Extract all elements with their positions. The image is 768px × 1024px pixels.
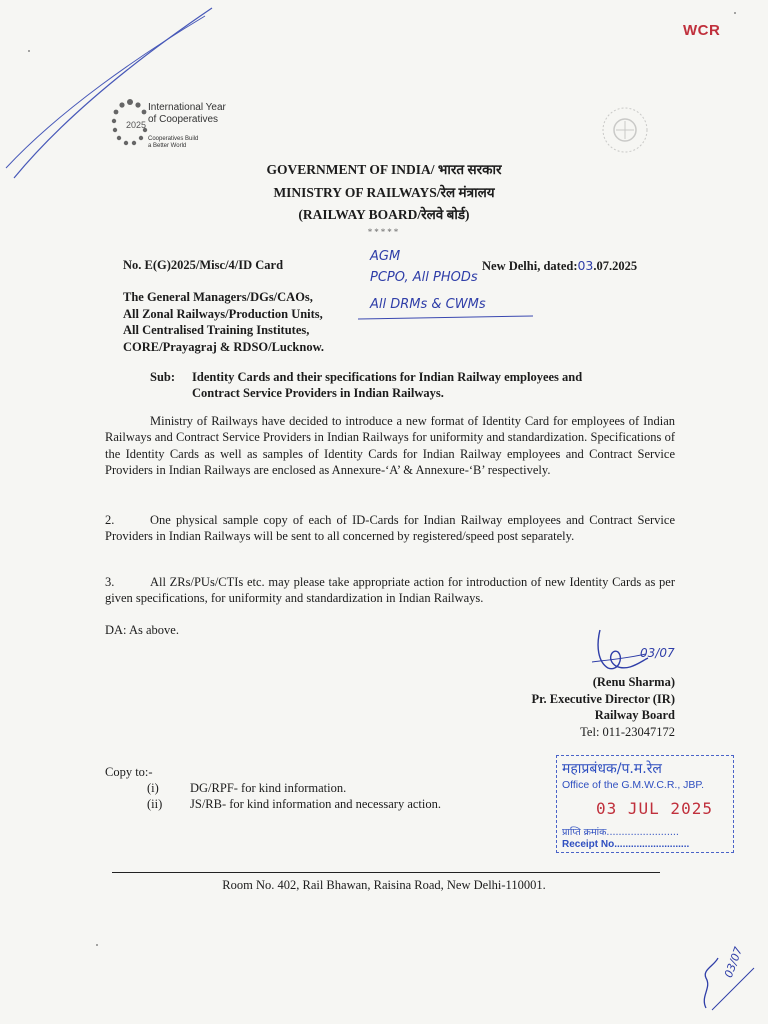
cooperatives-logo xyxy=(110,96,250,166)
copy-item-text: JS/RB- for kind information and necessary action. xyxy=(190,797,441,811)
addressee-line: All Centralised Training Institutes, xyxy=(123,323,310,337)
stamp-line1: महाप्रबंधक/प.म.रेल xyxy=(562,761,662,777)
handwritten-underline xyxy=(358,315,533,319)
corner-note: 03/07 xyxy=(722,945,746,980)
stamp-line4: Receipt No........................... xyxy=(562,839,690,850)
handwritten-line2: PCPO, All PHODs xyxy=(370,270,478,285)
logo-line2: of Cooperatives xyxy=(148,114,219,125)
paragraph-2-text: One physical sample copy of each of ID-Cards for Indian Railway employees and Contract Service Providers in Indian Railways will be sent to all concerned by registered/speed post separately. xyxy=(105,513,675,544)
stamp-line3: प्राप्ति क्रमांक........................ xyxy=(562,827,679,838)
copy-item-number: (ii) xyxy=(147,797,163,811)
copy-item-text: DG/RPF- for kind information. xyxy=(190,781,347,795)
paragraph-1-text: Ministry of Railways have decided to introduce a new format of Identity Card for employees of Indian Railways and Contract Service Providers in Indian Railways for uniformity and standardization. Specifications of the Identity Cards as well as samples of Identity Cards for Indian Railway employees and Contract Service Providers in Indian Railways are enclosed as Annexure-‘A’ & Annexure-‘B’ respectively. xyxy=(105,414,675,477)
paragraph-3-text: All ZRs/PUs/CTIs etc. may please take appropriate action for introduction of new Identity Cards as per given specifications, for uniformity and standardization in Indian Railways. xyxy=(105,575,675,606)
logo-tagline2: a Better World xyxy=(148,143,187,149)
copy-item-number: (i) xyxy=(147,781,159,795)
logo-tagline1: Cooperatives Build xyxy=(148,136,199,142)
addressee-line: The General Managers/DGs/CAOs, xyxy=(123,290,313,304)
wcr-mark: WCR xyxy=(683,22,721,39)
logo-year: 2025 xyxy=(126,120,147,130)
signature-date: 03/07 xyxy=(640,646,675,660)
copy-to-block xyxy=(105,764,441,812)
paragraph-3 xyxy=(105,574,675,607)
header-line3: (RAILWAY BOARD/रेलवे बोर्ड) xyxy=(298,207,470,222)
signatory-designation: Pr. Executive Director (IR) xyxy=(531,691,675,706)
speck xyxy=(28,50,30,52)
addressee-line: CORE/Prayagraj & RDSO/Lucknow. xyxy=(123,339,325,354)
date-rest: .07.2025 xyxy=(593,259,638,273)
paragraph-2-number: 2. xyxy=(105,513,115,527)
subject-line1: Identity Cards and their specifications for Indian Railway employees and xyxy=(192,370,583,384)
paragraph-3-number: 3. xyxy=(105,575,115,589)
signature-block xyxy=(510,674,675,740)
addressee-block xyxy=(123,289,324,355)
signatory-tel: Tel: 011-23047172 xyxy=(580,724,675,739)
copy-to-label: Copy to:- xyxy=(105,765,153,779)
receipt-stamp xyxy=(556,755,734,853)
date-prefix: New Delhi, dated: xyxy=(482,259,578,273)
signatory-name: (Renu Sharma) xyxy=(592,675,675,689)
paragraph-2 xyxy=(105,512,675,545)
header-stars: ***** xyxy=(367,227,401,237)
footer-divider xyxy=(112,872,660,873)
footer-address: Room No. 402, Rail Bhawan, Raisina Road, New Delhi-110001. xyxy=(222,878,546,892)
subject-label: Sub: xyxy=(150,370,176,384)
subject xyxy=(150,369,680,401)
addressee-line: All Zonal Railways/Production Units, xyxy=(123,306,323,321)
date-day: 03 xyxy=(577,258,594,273)
stamp-date: 03 JUL 2025 xyxy=(596,799,713,818)
paragraph-1 xyxy=(105,413,675,478)
logo-line1: International Year xyxy=(148,102,226,113)
faint-emblem-icon xyxy=(590,100,660,160)
speck xyxy=(734,12,736,14)
header-line2: MINISTRY OF RAILWAYS/रेल मंत्रालय xyxy=(273,185,495,200)
handwritten-line1: AGM xyxy=(370,249,401,264)
corner-scribble xyxy=(692,948,760,1018)
header-line1: GOVERNMENT OF INDIA/ भारत सरकार xyxy=(266,162,502,177)
subject-line2: Contract Service Providers in Indian Railways. xyxy=(192,386,444,400)
letter-date xyxy=(482,258,637,274)
copy-to-item xyxy=(105,796,441,812)
reference-number: No. E(G)2025/Misc/4/ID Card xyxy=(123,258,284,272)
speck xyxy=(96,944,98,946)
handwritten-line3: All DRMs & CWMs xyxy=(370,297,486,312)
stamp-line2: Office of the G.M.W.C.R., JBP. xyxy=(562,779,704,791)
copy-to-item xyxy=(105,780,441,796)
da-line: DA: As above. xyxy=(105,623,179,637)
signatory-office: Railway Board xyxy=(594,708,675,722)
